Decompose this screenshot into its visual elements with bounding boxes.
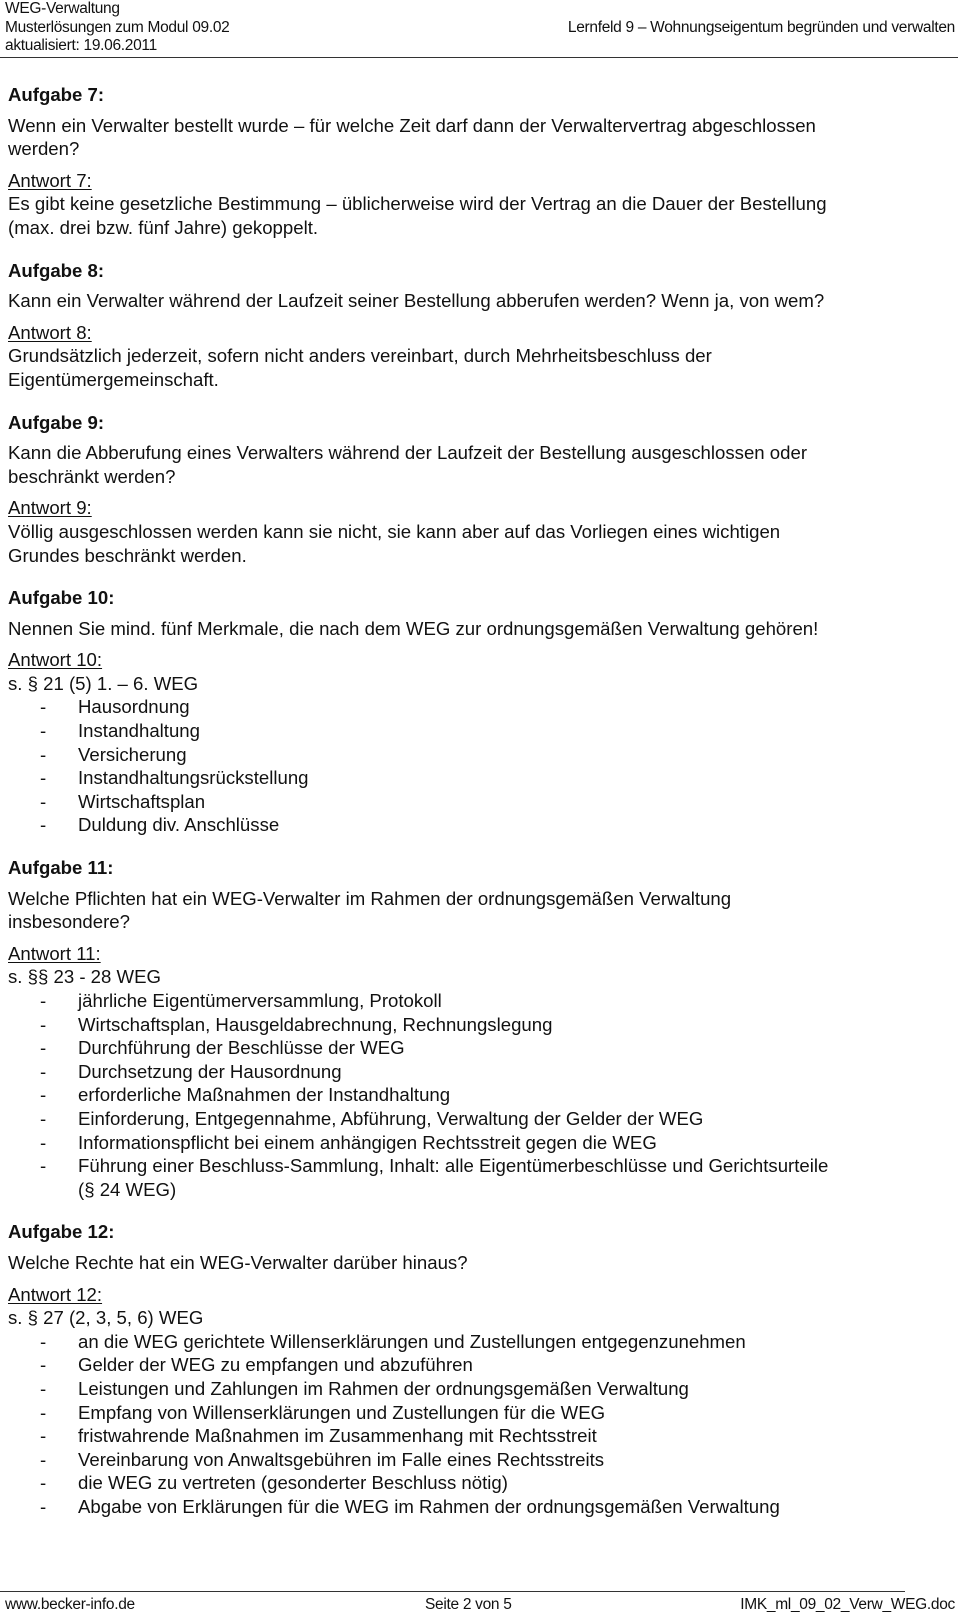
list-dash: - [40,1155,47,1177]
task-section [8,586,953,837]
question-line: Kann ein Verwalter während der Laufzeit seiner Bestellung abberufen werden? Wenn ja, von wem? [8,290,825,312]
header-updated-date: aktualisiert: 19.06.2011 [5,37,157,54]
list-dash: - [40,1084,47,1106]
list-item [8,1495,953,1519]
answer-text [8,965,953,989]
answer-label: Antwort 7: [8,169,92,191]
list-item [8,1107,953,1131]
footer-page-number: Seite 2 von 5 [425,1596,512,1613]
list-item [8,1083,953,1107]
answer-line: Völlig ausgeschlossen werden kann sie nicht, sie kann aber auf das Vorliegen eines wichtigen [8,520,781,542]
task-heading: Aufgabe 8: [8,259,105,281]
list-item-text: (§ 24 WEG) [78,1178,177,1200]
answer-text [8,520,953,567]
list-item [8,1154,953,1201]
list-dash: - [40,1060,47,1082]
task-question [8,1251,953,1275]
answer-label-row [8,496,953,520]
list-item-text: Duldung div. Anschlüsse [78,814,280,836]
list-item [8,1448,953,1472]
answer-label: Antwort 10: [8,649,103,671]
list-item [8,1353,953,1377]
question-line: Wenn ein Verwalter bestellt wurde – für welche Zeit darf dann der Verwaltervertrag abgeschlossen [8,114,816,136]
list-item-text: Einforderung, Entgegennahme, Abführung, Verwaltung der Gelder der WEG [78,1107,704,1129]
footer-filename: IMK_ml_09_02_Verw_WEG.doc [740,1596,955,1613]
list-item [8,1471,953,1495]
answer-text [8,344,953,391]
list-item-text: Vereinbarung von Anwaltsgebühren im Falle eines Rechtsstreits [78,1448,605,1470]
question-line: insbesondere? [8,911,130,933]
list-item-text: Versicherung [78,743,187,765]
answer-list [8,1330,953,1519]
page-footer [5,1596,955,1614]
answer-line: Es gibt keine gesetzliche Bestimmung – üblicherweise wird der Vertrag an die Dauer der Bestellung [8,193,827,215]
list-item [8,743,953,767]
list-item-text: fristwahrende Maßnahmen im Zusammenhang mit Rechtsstreit [78,1425,597,1447]
answer-text [8,672,953,696]
list-dash: - [40,790,47,812]
list-dash: - [40,1354,47,1376]
list-item [8,766,953,790]
list-dash: - [40,1425,47,1447]
answer-line: (max. drei bzw. fünf Jahre) gekoppelt. [8,216,319,238]
task-heading: Aufgabe 11: [8,857,114,879]
task-question [8,289,953,313]
list-item [8,1377,953,1401]
list-dash: - [40,767,47,789]
header-learning-field: Lernfeld 9 – Wohnungseigentum begründen und verwalten [567,18,955,36]
list-item [8,719,953,743]
task-question [8,617,953,641]
answer-label: Antwort 12: [8,1283,103,1305]
list-item-text: erforderliche Maßnahmen der Instandhaltung [78,1084,451,1106]
answer-line: s. § 27 (2, 3, 5, 6) WEG [8,1307,204,1329]
list-dash: - [40,1013,47,1035]
list-item-text: Informationspflicht bei einem anhängigen Rechtsstreit gegen die WEG [78,1131,657,1153]
list-dash: - [40,814,47,836]
list-dash: - [40,696,47,718]
question-line: Welche Pflichten hat ein WEG-Verwalter im Rahmen der ordnungsgemäßen Verwaltung [8,887,732,909]
list-dash: - [40,1107,47,1129]
list-item [8,1036,953,1060]
question-line: Kann die Abberufung eines Verwalters während der Laufzeit der Bestellung ausgeschlossen oder [8,442,808,464]
task-section [8,1220,953,1518]
task-section [8,856,953,1201]
list-item-text: Instandhaltungsrückstellung [78,767,309,789]
list-item-text: Führung einer Beschluss-Sammlung, Inhalt: alle Eigentümerbeschlüsse und Gerichtsurteile [78,1155,829,1177]
list-item-text: Leistungen und Zahlungen im Rahmen der ordnungsgemäßen Verwaltung [78,1377,689,1399]
list-dash: - [40,1330,47,1352]
list-dash: - [40,1401,47,1423]
list-item [8,790,953,814]
task-section [8,411,953,568]
task-question [8,441,953,488]
list-dash: - [40,1448,47,1470]
task-heading: Aufgabe 10: [8,587,115,609]
answer-line: s. §§ 23 - 28 WEG [8,966,161,988]
answer-list [8,695,953,837]
task-question [8,887,953,934]
list-dash: - [40,1495,47,1517]
list-item [8,1060,953,1084]
list-item [8,1131,953,1155]
document-body [8,83,953,1518]
list-item [8,1401,953,1425]
list-dash: - [40,1131,47,1153]
page-header [5,0,955,56]
list-item-text: die WEG zu vertreten (gesonderter Beschluss nötig) [78,1472,508,1494]
list-item-text: Hausordnung [78,696,190,718]
answer-label-row [8,942,953,966]
header-divider [0,57,958,58]
list-item-text: Instandhaltung [78,720,200,742]
task-heading: Aufgabe 7: [8,84,105,105]
list-item [8,1330,953,1354]
answer-line: Eigentümergemeinschaft. [8,368,219,390]
list-dash: - [40,1037,47,1059]
answer-text [8,1306,953,1330]
list-item-text: Abgabe von Erklärungen für die WEG im Rahmen der ordnungsgemäßen Verwaltung [78,1495,780,1517]
answer-label: Antwort 11: [8,942,101,964]
answer-text [8,192,953,239]
task-section [8,83,953,240]
answer-line: Grundes beschränkt werden. [8,544,247,566]
list-item-text: an die WEG gerichtete Willenserklärungen und Zustellungen entgegenzunehmen [78,1330,746,1352]
list-item-text: Gelder der WEG zu empfangen und abzuführen [78,1354,473,1376]
task-section [8,259,953,392]
task-heading: Aufgabe 9: [8,411,105,433]
header-subtitle: Musterlösungen zum Modul 09.02 [5,18,230,36]
question-line: Welche Rechte hat ein WEG-Verwalter darüber hinaus? [8,1251,468,1273]
task-heading: Aufgabe 12: [8,1221,115,1243]
list-item-text: Durchführung der Beschlüsse der WEG [78,1037,405,1059]
answer-line: Grundsätzlich jederzeit, sofern nicht anders vereinbart, durch Mehrheitsbeschluss der [8,345,712,367]
answer-label: Antwort 9: [8,497,92,519]
list-dash: - [40,1377,47,1399]
list-item [8,695,953,719]
answer-label-row [8,321,953,345]
list-dash: - [40,743,47,765]
footer-divider [0,1591,905,1592]
footer-website: www.becker-info.de [5,1596,135,1613]
list-item [8,1424,953,1448]
list-item-text: Wirtschaftsplan [78,790,206,812]
list-dash: - [40,1472,47,1494]
list-item-text: Empfang von Willenserklärungen und Zustellungen für die WEG [78,1401,606,1423]
answer-line: s. § 21 (5) 1. – 6. WEG [8,672,199,694]
list-item [8,1013,953,1037]
answer-list [8,989,953,1201]
answer-label: Antwort 8: [8,321,92,343]
list-item-text: Durchsetzung der Hausordnung [78,1060,342,1082]
question-line: werden? [8,138,80,160]
question-line: beschränkt werden? [8,465,176,487]
answer-label-row [8,169,953,193]
list-item [8,813,953,837]
list-dash: - [40,720,47,742]
answer-label-row [8,1283,953,1307]
task-question [8,114,953,161]
list-dash: - [40,990,47,1011]
header-title: WEG-Verwaltung [5,0,120,17]
question-line: Nennen Sie mind. fünf Merkmale, die nach dem WEG zur ordnungsgemäßen Verwaltung gehören! [8,617,819,639]
list-item-text: jährliche Eigentümerversammlung, Protokoll [78,990,442,1011]
answer-label-row [8,648,953,672]
list-item-text: Wirtschaftsplan, Hausgeldabrechnung, Rechnungslegung [78,1013,553,1035]
list-item [8,989,953,1013]
